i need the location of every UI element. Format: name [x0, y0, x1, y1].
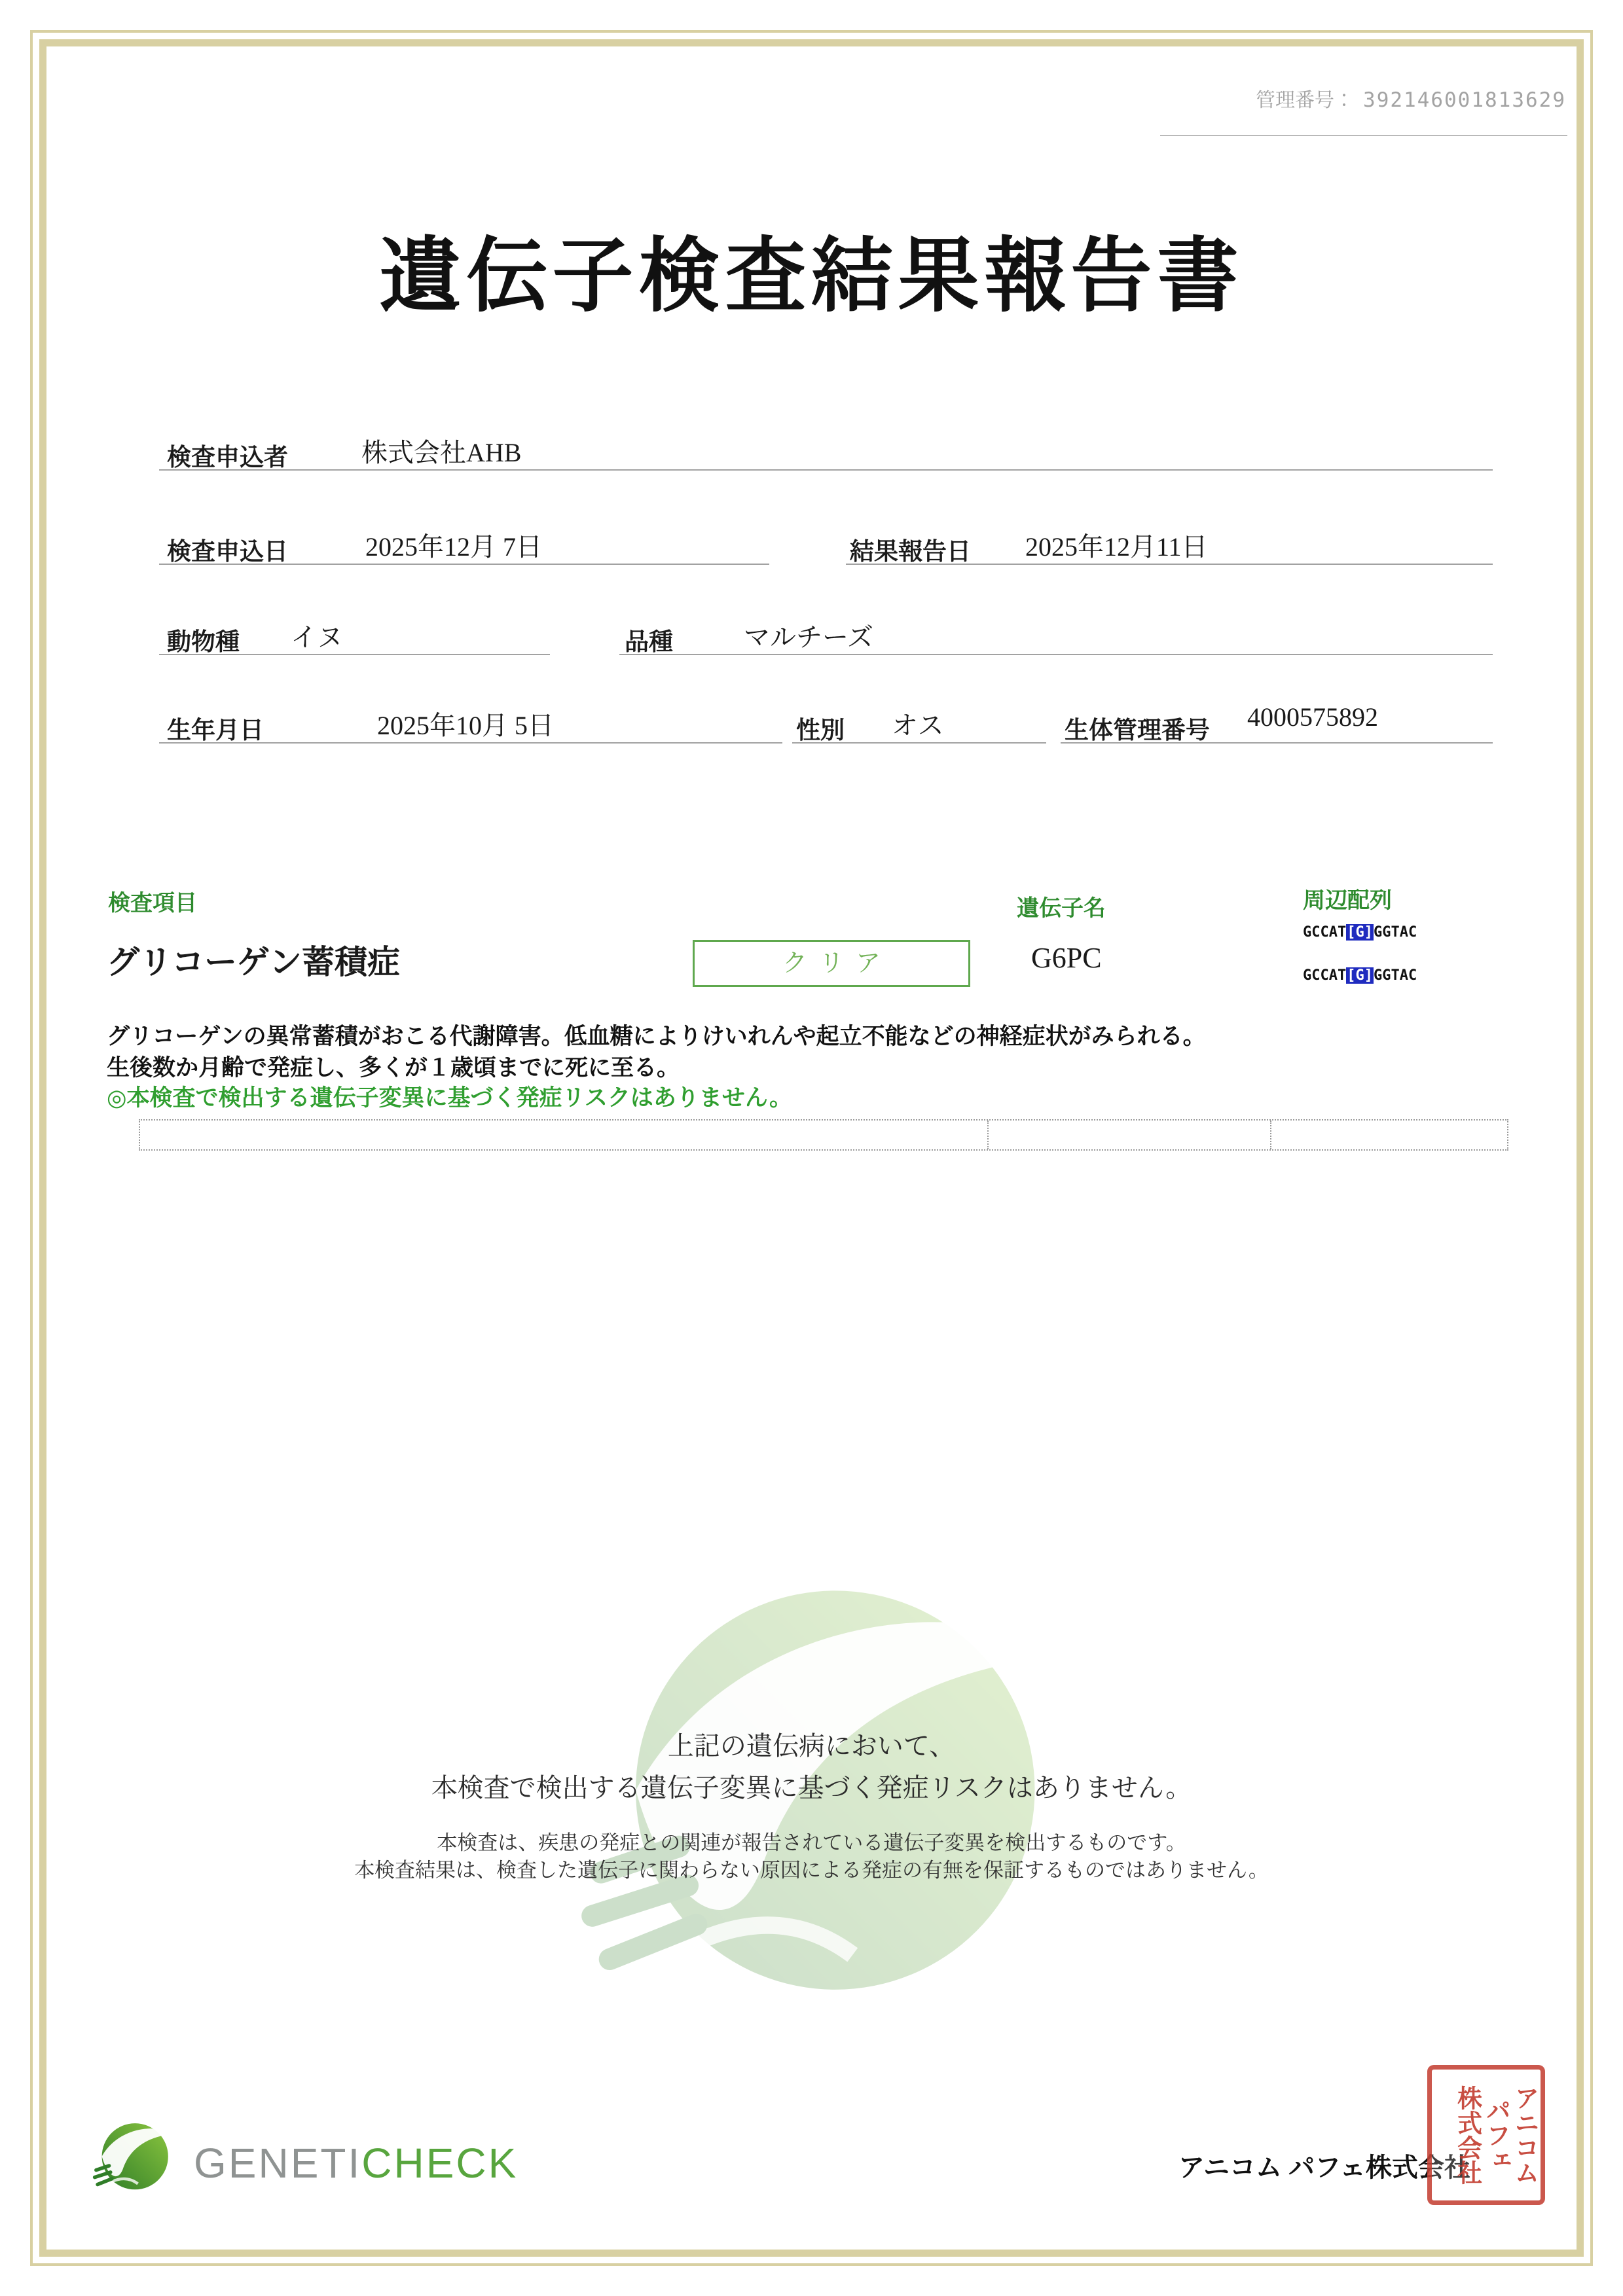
applicant-value: 株式会社AHB: [361, 438, 522, 467]
page-title: 遺伝子検査結果報告書: [379, 232, 1244, 321]
result-notes-divider: [1270, 1121, 1271, 1149]
field-underline: [619, 654, 1493, 655]
test-item-name: グリコーゲン蓄積症: [107, 944, 400, 980]
field-underline: [792, 742, 1046, 744]
seal-column-3: 株式会社: [1453, 2085, 1481, 2185]
sequence-post: GGTAC: [1373, 924, 1417, 941]
results-header-item: 検査項目: [108, 891, 197, 916]
field-underline: [159, 742, 782, 744]
gene-name-value: G6PC: [1031, 942, 1102, 974]
report-date-value: 2025年12月11日: [1025, 532, 1208, 562]
seal-column-2: パフェ: [1482, 2098, 1510, 2172]
birthdate-label: 生年月日: [167, 717, 264, 744]
sex-value: オス: [892, 711, 944, 740]
summary-note-1: 本検査は、疾患の発症との関連が報告されている遺伝子変異を検出するものです。: [437, 1831, 1186, 1854]
sequence-mutation: [G]: [1347, 924, 1373, 941]
risk-note-green: ◎本検査で検出する遺伝子変異に基づく発症リスクはありません。: [107, 1085, 792, 1111]
sequence-line-1: [1303, 924, 1417, 941]
breed-label: 品種: [625, 629, 673, 656]
birthdate-value: 2025年10月 5日: [377, 711, 554, 740]
logo-text-gray: GENETI: [194, 2140, 362, 2187]
field-underline: [846, 564, 1493, 565]
summary-line-1: 上記の遺伝病において、: [667, 1732, 956, 1761]
geneticheck-logo-text: [194, 2139, 518, 2187]
sequence-line-2: [1303, 967, 1417, 984]
species-label: 動物種: [167, 629, 240, 656]
result-notes-divider: [987, 1121, 989, 1149]
sequence-pre: GCCAT: [1303, 924, 1347, 941]
field-underline: [159, 654, 550, 655]
field-underline: [1061, 742, 1493, 744]
result-status-badge: クリア: [693, 940, 970, 987]
application-date-value: 2025年12月 7日: [365, 532, 542, 562]
management-number-label: 管理番号：: [1256, 90, 1355, 111]
bio-id-label: 生体管理番号: [1065, 717, 1210, 744]
geneticheck-logo-icon: [90, 2118, 177, 2199]
results-header-sequence: 周辺配列: [1303, 889, 1392, 913]
summary-line-2: 本検査で検出する遺伝子変異に基づく発症リスクはありません。: [431, 1774, 1192, 1803]
results-header-gene: 遺伝子名: [1017, 897, 1106, 921]
logo-text-green: CHECK: [361, 2140, 519, 2187]
company-name: アニコム パフェ株式会社: [1178, 2153, 1470, 2182]
bio-id-value: 4000575892: [1247, 702, 1378, 732]
disease-description-line2: 生後数か月齢で発症し、多くが１歳頃までに死に至る。: [107, 1055, 680, 1081]
field-underline: [159, 469, 1493, 471]
result-notes-box: [139, 1119, 1508, 1151]
sequence-mutation: [G]: [1347, 967, 1373, 984]
sex-label: 性別: [796, 717, 845, 744]
field-underline: [159, 564, 769, 565]
disease-description-line1: グリコーゲンの異常蓄積がおこる代謝障害。低血糖によりけいれんや起立不能などの神経症状がみられる。: [107, 1024, 1206, 1049]
management-number: [1113, 84, 1566, 113]
applicant-label: 検査申込者: [167, 444, 288, 471]
species-value: イヌ: [291, 622, 343, 652]
breed-value: マルチーズ: [744, 622, 873, 652]
company-seal: [1427, 2065, 1545, 2205]
sequence-post: GGTAC: [1373, 967, 1417, 984]
management-number-underline: [1160, 135, 1567, 136]
application-date-label: 検査申込日: [167, 539, 288, 565]
management-number-value: 392146001813629: [1363, 88, 1566, 112]
sequence-pre: GCCAT: [1303, 967, 1347, 984]
summary-note-2: 本検査結果は、検査した遺伝子に関わらない原因による発症の有無を保証するものではありません。: [354, 1859, 1269, 1882]
report-date-label: 結果報告日: [850, 539, 971, 565]
seal-column-1: アニコム: [1510, 2085, 1538, 2185]
